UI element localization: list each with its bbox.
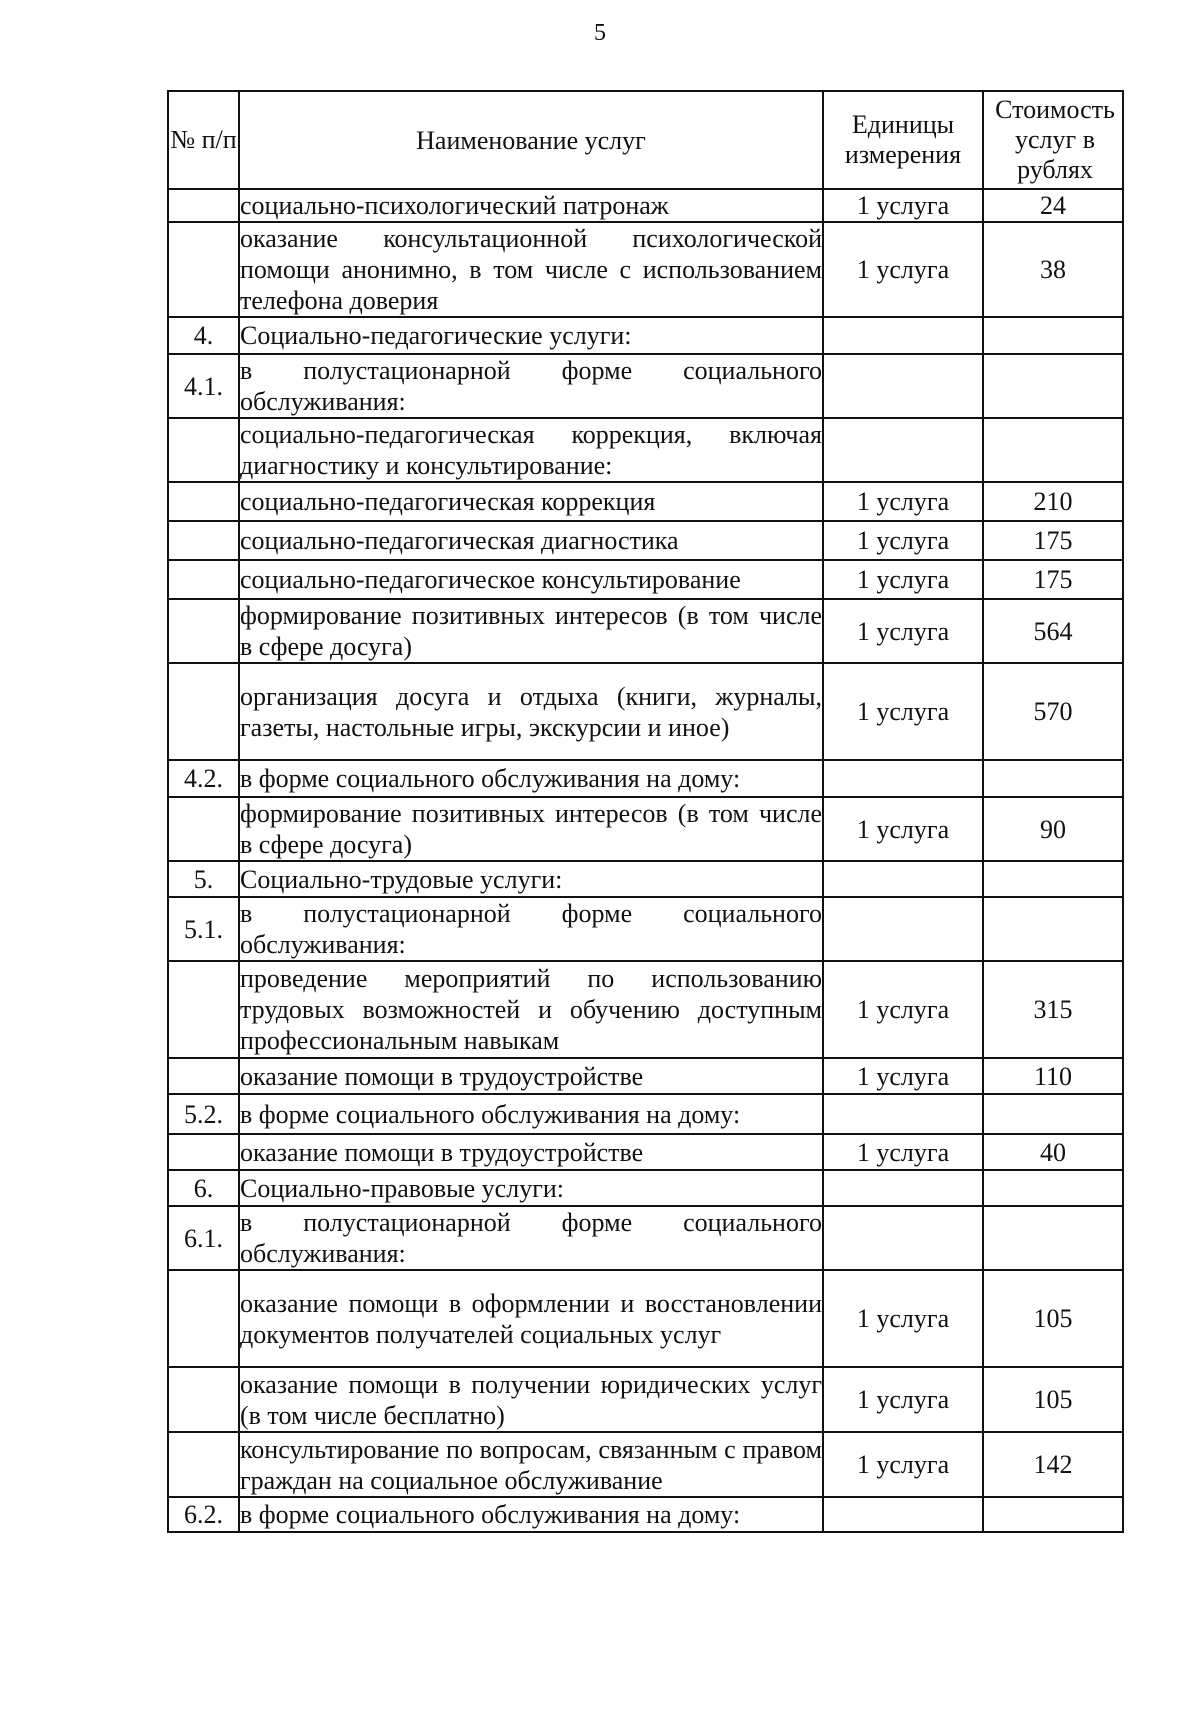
table-row: [168, 1170, 1123, 1206]
row-number: [168, 797, 239, 861]
row-number: 4.1.: [168, 354, 239, 418]
table-row: [168, 560, 1123, 599]
table-row: [168, 897, 1123, 961]
service-name: оказание консультационной психологической помощи анонимно, в том числе с использованием телефона доверия: [240, 224, 822, 315]
table-row: [168, 663, 1123, 760]
unit: [823, 861, 983, 897]
cost: [983, 861, 1123, 897]
cost: 105: [983, 1270, 1123, 1367]
table-row: [168, 599, 1123, 663]
row-number: [168, 663, 239, 760]
table-row: [168, 521, 1123, 560]
service-name: в форме социального обслуживания на дому:: [239, 1497, 823, 1532]
row-number: [168, 1134, 239, 1170]
cost: 142: [983, 1432, 1123, 1497]
table-row: [168, 1094, 1123, 1134]
service-name: социально-педагогическая коррекция: [239, 482, 823, 521]
unit: [823, 1170, 983, 1206]
row-number: 6.2.: [168, 1497, 239, 1532]
table-row: [168, 189, 1123, 222]
row-number: 5.1.: [168, 897, 239, 961]
table-row: [168, 760, 1123, 797]
cost: [983, 760, 1123, 797]
service-name: оказание помощи в трудоустройстве: [239, 1134, 823, 1170]
cost: 110: [983, 1058, 1123, 1094]
header-service-name: Наименование услуг: [239, 91, 823, 189]
header-cost-label: Стоимость услуг в рублях: [995, 95, 1115, 184]
unit: 1 услуга: [823, 1432, 983, 1497]
cost: 315: [983, 961, 1123, 1058]
service-name: оказание помощи в трудоустройстве: [239, 1058, 823, 1094]
table-row: [168, 354, 1123, 418]
row-number: 4.: [168, 317, 239, 354]
unit: 1 услуга: [823, 560, 983, 599]
table-row: [168, 1058, 1123, 1094]
service-name: Социально-правовые услуги:: [239, 1170, 823, 1206]
cost: [983, 1497, 1123, 1532]
page-number: 5: [594, 20, 606, 46]
cost: 40: [983, 1134, 1123, 1170]
cost: 564: [983, 599, 1123, 663]
service-name: социально-педагогическое консультирование: [239, 560, 823, 599]
row-number: [168, 1432, 239, 1497]
unit: 1 услуга: [823, 961, 983, 1058]
table-row: [168, 861, 1123, 897]
table-row: [168, 1206, 1123, 1270]
unit: 1 услуга: [823, 797, 983, 861]
cost: 105: [983, 1367, 1123, 1432]
service-name: в полустационарной форме социального обслуживания:: [240, 899, 822, 959]
table-row: [168, 1367, 1123, 1432]
row-number: [168, 1058, 239, 1094]
service-name: в форме социального обслуживания на дому:: [239, 760, 823, 797]
cost: [983, 897, 1123, 961]
cost: [983, 1206, 1123, 1270]
row-number: 4.2.: [168, 760, 239, 797]
cost: [983, 1170, 1123, 1206]
table-row: [168, 222, 1123, 317]
header-row: [168, 91, 1123, 189]
service-name: формирование позитивных интересов (в том числе в сфере досуга): [240, 601, 822, 661]
unit: [823, 897, 983, 961]
header-cost: [983, 91, 1123, 189]
row-number: [168, 189, 239, 222]
table-row: [168, 1432, 1123, 1497]
cost: 175: [983, 521, 1123, 560]
unit: 1 услуга: [823, 189, 983, 222]
table-row: [168, 1270, 1123, 1367]
service-name: формирование позитивных интересов (в том числе в сфере досуга): [240, 799, 822, 859]
cost: 570: [983, 663, 1123, 760]
unit: [823, 1497, 983, 1532]
row-number: [168, 482, 239, 521]
cost: 38: [983, 222, 1123, 317]
row-number: [168, 560, 239, 599]
unit: [823, 1094, 983, 1134]
cost: 175: [983, 560, 1123, 599]
unit: [823, 354, 983, 418]
row-number: [168, 599, 239, 663]
table-row: [168, 1497, 1123, 1532]
cost: 210: [983, 482, 1123, 521]
service-name: социально-психологический патронаж: [239, 189, 823, 222]
service-name: социально-педагогическая диагностика: [239, 521, 823, 560]
unit: 1 услуга: [823, 222, 983, 317]
table-body: [168, 189, 1123, 1532]
services-table: [167, 90, 1124, 1533]
table-row: [168, 1134, 1123, 1170]
table-row: [168, 418, 1123, 482]
unit: [823, 1206, 983, 1270]
service-name: организация досуга и отдыха (книги, журналы, газеты, настольные игры, экскурсии и иное): [239, 663, 823, 760]
row-number: 5.2.: [168, 1094, 239, 1134]
row-number: [168, 961, 239, 1058]
unit: 1 услуга: [823, 482, 983, 521]
row-number: 6.1.: [168, 1206, 239, 1270]
table-row: [168, 482, 1123, 521]
service-name: Социально-педагогические услуги:: [239, 317, 823, 354]
unit: 1 услуга: [823, 1134, 983, 1170]
cost: 24: [983, 189, 1123, 222]
unit: 1 услуга: [823, 1058, 983, 1094]
row-number: [168, 418, 239, 482]
row-number: [168, 222, 239, 317]
service-name: проведение мероприятий по использованию трудовых возможностей и обучению доступным профессиональным навыкам: [239, 961, 823, 1058]
unit: 1 услуга: [823, 1270, 983, 1367]
row-number: 6.: [168, 1170, 239, 1206]
unit: [823, 317, 983, 354]
cost: 90: [983, 797, 1123, 861]
unit: 1 услуга: [823, 599, 983, 663]
unit: [823, 760, 983, 797]
row-number: [168, 1367, 239, 1432]
unit: 1 услуга: [823, 1367, 983, 1432]
unit: 1 услуга: [823, 663, 983, 760]
header-number: № п/п: [168, 91, 239, 189]
service-name: социально-педагогическая коррекция, включая диагностику и консультирование:: [240, 420, 822, 480]
header-unit: Единицы измерения: [823, 91, 983, 189]
row-number: [168, 1270, 239, 1367]
service-name: в полустационарной форме социального обслуживания:: [240, 356, 822, 416]
cost: [983, 1094, 1123, 1134]
table-row: [168, 961, 1123, 1058]
service-name: в форме социального обслуживания на дому:: [239, 1094, 823, 1134]
service-name: в полустационарной форме социального обслуживания:: [240, 1208, 822, 1268]
unit: [823, 418, 983, 482]
cost: [983, 354, 1123, 418]
service-name: консультирование по вопросам, связанным с правом граждан на социальное обслуживание: [239, 1432, 823, 1497]
unit: 1 услуга: [823, 521, 983, 560]
cost: [983, 317, 1123, 354]
table-row: [168, 797, 1123, 861]
row-number: 5.: [168, 861, 239, 897]
cost: [983, 418, 1123, 482]
service-name: Социально-трудовые услуги:: [239, 861, 823, 897]
row-number: [168, 521, 239, 560]
service-name: оказание помощи в получении юридических услуг (в том числе бесплатно): [239, 1367, 823, 1432]
table-header: [168, 91, 1123, 189]
service-name: оказание помощи в оформлении и восстановлении документов получателей социальных услуг: [239, 1270, 823, 1367]
table-row: [168, 317, 1123, 354]
